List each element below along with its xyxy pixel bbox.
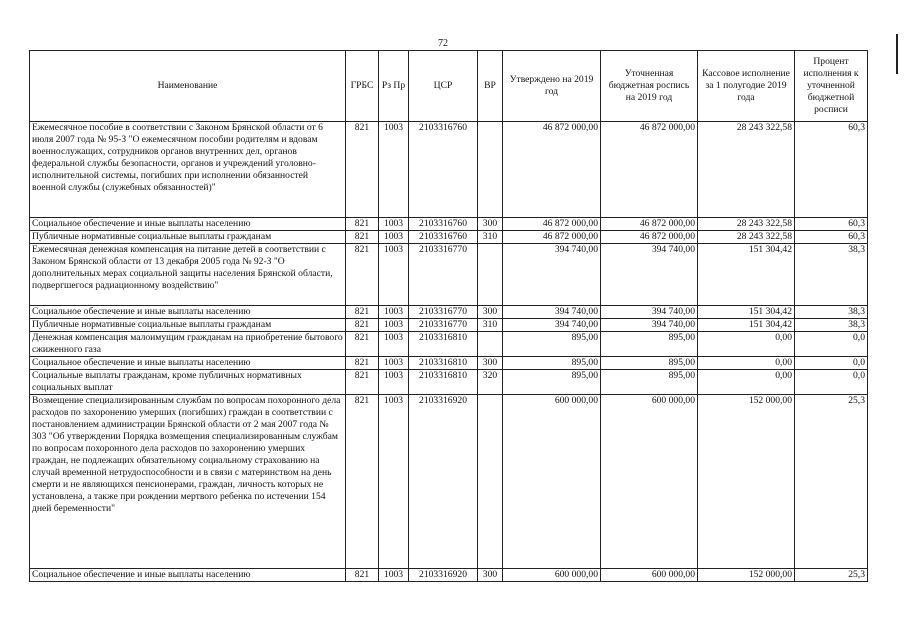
cell-name: Социальные выплаты гражданам, кроме публичных нормативных социальных выплат bbox=[30, 370, 346, 395]
table-row bbox=[30, 357, 868, 370]
cell-name: Социальное обеспечение и иные выплаты населению bbox=[30, 569, 346, 582]
cell-grbs: 821 bbox=[346, 231, 379, 244]
cell-rzpr: 1003 bbox=[379, 122, 409, 218]
cell-refined: 600 000,00 bbox=[601, 569, 698, 582]
header-vr: ВР bbox=[478, 51, 503, 122]
cell-csr: 2103316920 bbox=[409, 395, 478, 569]
cell-approved: 394 740,00 bbox=[503, 306, 601, 319]
cell-approved: 895,00 bbox=[503, 370, 601, 395]
cell-csr: 2103316760 bbox=[409, 231, 478, 244]
cell-percent: 38,3 bbox=[795, 306, 868, 319]
cell-name: Денежная компенсация малоимущим гражданам на приобретение бытового сжиженного газа bbox=[30, 332, 346, 357]
cell-grbs: 821 bbox=[346, 357, 379, 370]
cell-csr: 2103316770 bbox=[409, 319, 478, 332]
cell-cash: 152 000,00 bbox=[698, 569, 795, 582]
cell-approved: 394 740,00 bbox=[503, 244, 601, 306]
cell-percent: 60,3 bbox=[795, 231, 868, 244]
cell-refined: 394 740,00 bbox=[601, 306, 698, 319]
cell-name: Социальное обеспечение и иные выплаты населению bbox=[30, 357, 346, 370]
cell-name: Возмещение специализированным службам по вопросам похоронного дела расходов по захоронению умерших (погибших) граждан в соответствии с постановлением администрации Брянской области от 2 мая 2007 года № 303 "Об утверждении Порядка возмещения специализированным службам по вопросам похоронного дела расходов по захоронению умерших граждан, не подлежащих обязательному социальному страхованию на случай временной нетрудоспособности и в связи с материнством на день смерти и не являющихся пенсионерами, граждан, личность которых не установлена, а также при рождении мертвого ребенка по истечении 154 дней беременности" bbox=[30, 395, 346, 569]
cell-grbs: 821 bbox=[346, 244, 379, 306]
cell-grbs: 821 bbox=[346, 218, 379, 231]
cell-csr: 2103316760 bbox=[409, 218, 478, 231]
cell-csr: 2103316920 bbox=[409, 569, 478, 582]
cell-vr: 300 bbox=[478, 357, 503, 370]
cell-rzpr: 1003 bbox=[379, 332, 409, 357]
cell-refined: 46 872 000,00 bbox=[601, 218, 698, 231]
table-row bbox=[30, 231, 868, 244]
cell-approved: 46 872 000,00 bbox=[503, 231, 601, 244]
table-row bbox=[30, 319, 868, 332]
cell-csr: 2103316770 bbox=[409, 306, 478, 319]
page-edge-mark bbox=[896, 34, 898, 74]
cell-vr: 300 bbox=[478, 306, 503, 319]
cell-refined: 895,00 bbox=[601, 332, 698, 357]
cell-rzpr: 1003 bbox=[379, 569, 409, 582]
cell-percent: 60,3 bbox=[795, 122, 868, 218]
cell-approved: 895,00 bbox=[503, 357, 601, 370]
cell-vr bbox=[478, 244, 503, 306]
cell-csr: 2103316810 bbox=[409, 357, 478, 370]
cell-rzpr: 1003 bbox=[379, 395, 409, 569]
cell-grbs: 821 bbox=[346, 319, 379, 332]
cell-rzpr: 1003 bbox=[379, 218, 409, 231]
header-row bbox=[30, 51, 868, 122]
cell-approved: 895,00 bbox=[503, 332, 601, 357]
header-refined: Уточненная бюджетная роспись на 2019 год bbox=[601, 51, 698, 122]
cell-cash: 28 243 322,58 bbox=[698, 231, 795, 244]
cell-percent: 0,0 bbox=[795, 332, 868, 357]
cell-percent: 0,0 bbox=[795, 357, 868, 370]
cell-approved: 600 000,00 bbox=[503, 395, 601, 569]
header-csr: ЦСР bbox=[409, 51, 478, 122]
header-grbs: ГРБС bbox=[346, 51, 379, 122]
cell-approved: 600 000,00 bbox=[503, 569, 601, 582]
cell-grbs: 821 bbox=[346, 332, 379, 357]
cell-vr: 300 bbox=[478, 569, 503, 582]
table-row bbox=[30, 332, 868, 357]
cell-refined: 600 000,00 bbox=[601, 395, 698, 569]
cell-grbs: 821 bbox=[346, 306, 379, 319]
cell-csr: 2103316770 bbox=[409, 244, 478, 306]
cell-refined: 895,00 bbox=[601, 370, 698, 395]
cell-cash: 151 304,42 bbox=[698, 306, 795, 319]
cell-cash: 0,00 bbox=[698, 332, 795, 357]
cell-cash: 0,00 bbox=[698, 357, 795, 370]
cell-name: Социальное обеспечение и иные выплаты населению bbox=[30, 218, 346, 231]
cell-csr: 2103316810 bbox=[409, 332, 478, 357]
table-row bbox=[30, 218, 868, 231]
cell-csr: 2103316810 bbox=[409, 370, 478, 395]
cell-name: Ежемесячное пособие в соответствии с Законом Брянской области от 6 июля 2007 года № 95-З "О ежемесячном пособии родителям и вдовам военнослужащих, сотрудников органов внутренних дел, органов федеральной службы безопасности, органов и учреждений уголовно-исполнительной системы, погибших при исполнении обязанностей военной службы (служебных обязанностей)" bbox=[30, 122, 346, 218]
cell-rzpr: 1003 bbox=[379, 306, 409, 319]
table-row bbox=[30, 370, 868, 395]
cell-cash: 28 243 322,58 bbox=[698, 122, 795, 218]
cell-name: Ежемесячная денежная компенсация на питание детей в соответствии с Законом Брянской области от 13 декабря 2005 года № 92-З "О дополнительных мерах социальной защиты населения Брянской области, подвергшегося радиационному воздействию" bbox=[30, 244, 346, 306]
cell-percent: 38,3 bbox=[795, 319, 868, 332]
table-row bbox=[30, 306, 868, 319]
cell-percent: 0,0 bbox=[795, 370, 868, 395]
header-cash: Кассовое исполнение за 1 полугодие 2019 года bbox=[698, 51, 795, 122]
cell-vr bbox=[478, 332, 503, 357]
cell-vr: 300 bbox=[478, 218, 503, 231]
cell-rzpr: 1003 bbox=[379, 231, 409, 244]
cell-name: Социальное обеспечение и иные выплаты населению bbox=[30, 306, 346, 319]
table-row bbox=[30, 244, 868, 306]
table-row bbox=[30, 569, 868, 582]
cell-approved: 46 872 000,00 bbox=[503, 122, 601, 218]
cell-cash: 0,00 bbox=[698, 370, 795, 395]
cell-cash: 151 304,42 bbox=[698, 244, 795, 306]
cell-csr: 2103316760 bbox=[409, 122, 478, 218]
cell-cash: 151 304,42 bbox=[698, 319, 795, 332]
cell-vr: 320 bbox=[478, 370, 503, 395]
cell-refined: 394 740,00 bbox=[601, 319, 698, 332]
cell-vr: 310 bbox=[478, 319, 503, 332]
cell-rzpr: 1003 bbox=[379, 244, 409, 306]
cell-refined: 394 740,00 bbox=[601, 244, 698, 306]
cell-grbs: 821 bbox=[346, 370, 379, 395]
cell-grbs: 821 bbox=[346, 395, 379, 569]
cell-approved: 46 872 000,00 bbox=[503, 218, 601, 231]
budget-table bbox=[29, 50, 868, 582]
cell-cash: 28 243 322,58 bbox=[698, 218, 795, 231]
cell-cash: 152 000,00 bbox=[698, 395, 795, 569]
cell-percent: 25,3 bbox=[795, 395, 868, 569]
cell-rzpr: 1003 bbox=[379, 370, 409, 395]
cell-rzpr: 1003 bbox=[379, 357, 409, 370]
cell-percent: 60,3 bbox=[795, 218, 868, 231]
header-rzpr: Рз Пр bbox=[379, 51, 409, 122]
cell-grbs: 821 bbox=[346, 569, 379, 582]
header-name: Наименование bbox=[30, 51, 346, 122]
table-row bbox=[30, 122, 868, 218]
cell-refined: 46 872 000,00 bbox=[601, 122, 698, 218]
cell-name: Публичные нормативные социальные выплаты гражданам bbox=[30, 319, 346, 332]
header-approved: Утверждено на 2019 год bbox=[503, 51, 601, 122]
cell-rzpr: 1003 bbox=[379, 319, 409, 332]
cell-vr: 310 bbox=[478, 231, 503, 244]
cell-vr bbox=[478, 122, 503, 218]
cell-vr bbox=[478, 395, 503, 569]
cell-name: Публичные нормативные социальные выплаты гражданам bbox=[30, 231, 346, 244]
page-number: 72 bbox=[438, 38, 448, 49]
header-percent: Процент исполнения к уточненной бюджетной росписи bbox=[795, 51, 868, 122]
cell-percent: 38,3 bbox=[795, 244, 868, 306]
cell-refined: 895,00 bbox=[601, 357, 698, 370]
table-row bbox=[30, 395, 868, 569]
cell-percent: 25,3 bbox=[795, 569, 868, 582]
cell-grbs: 821 bbox=[346, 122, 379, 218]
cell-approved: 394 740,00 bbox=[503, 319, 601, 332]
cell-refined: 46 872 000,00 bbox=[601, 231, 698, 244]
